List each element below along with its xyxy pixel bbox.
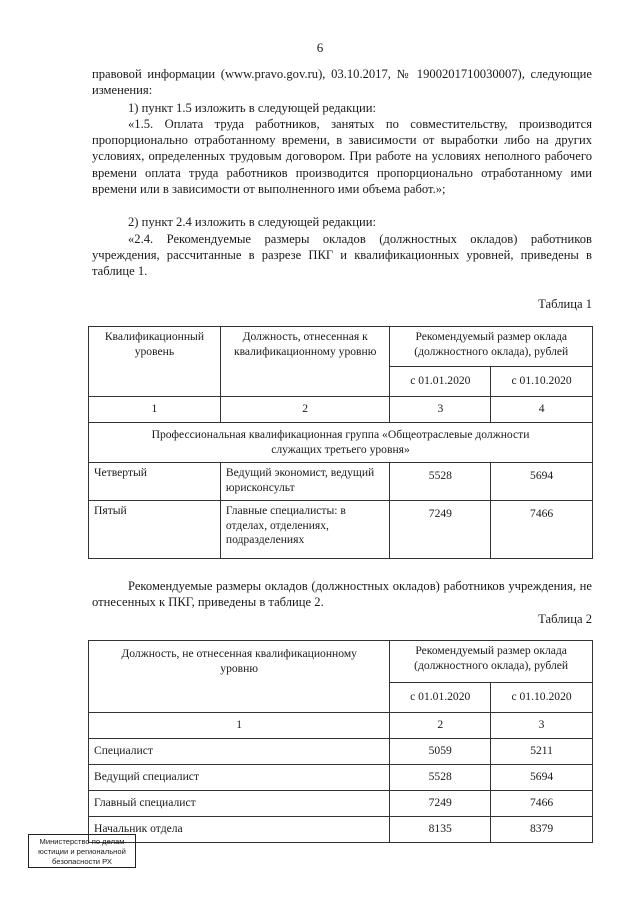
ministry-stamp: Министерство по делам юстиции и региональной безопасности РХ [28, 834, 136, 868]
table2-caption: Таблица 2 [538, 612, 592, 626]
table-row [89, 463, 593, 501]
table1-caption: Таблица 1 [538, 297, 592, 311]
group-title: Профессиональная квалификационная группа «Общеотраслевые должности служащих третьего уровня» [89, 423, 593, 463]
paragraph-item-1: 1) пункт 1.5 изложить в следующей редакции: [128, 101, 376, 115]
cell-value: 5211 [491, 739, 593, 765]
header-level: Квалификационный уровень [89, 327, 221, 397]
header-salary: Рекомендуемый размер оклада (должностного оклада), рублей [390, 641, 593, 683]
header-date-2: с 01.10.2020 [491, 683, 593, 713]
cell-position: Главные специалисты: в отделах, отделениях, подразделениях [220, 501, 390, 559]
table-row [89, 739, 593, 765]
cell-value: 5528 [390, 765, 491, 791]
cell-value: 5694 [491, 765, 593, 791]
col-number: 1 [89, 397, 221, 423]
cell-value: 7249 [390, 501, 491, 559]
cell-level: Четвертый [89, 463, 221, 501]
cell-value: 5528 [390, 463, 491, 501]
cell-value: 7249 [390, 791, 491, 817]
cell-value: 5694 [491, 463, 593, 501]
cell-position: Ведущий специалист [89, 765, 390, 791]
cell-value: 8379 [491, 817, 593, 843]
cell-value: 5059 [390, 739, 491, 765]
table-row [89, 791, 593, 817]
cell-value: 7466 [491, 501, 593, 559]
header-date-1: с 01.01.2020 [390, 683, 491, 713]
col-number: 2 [220, 397, 390, 423]
header-position: Должность, отнесенная к квалификационному уровню [220, 327, 390, 397]
cell-position: Главный специалист [89, 791, 390, 817]
paragraph-item-2: 2) пункт 2.4 изложить в следующей редакции: [128, 215, 376, 229]
cell-position: Начальник отдела [89, 817, 390, 843]
col-number: 1 [89, 713, 390, 739]
table-row [89, 765, 593, 791]
table-row [89, 817, 593, 843]
cell-position: Ведущий экономист, ведущий юрисконсульт [220, 463, 390, 501]
header-date-1: с 01.01.2020 [390, 367, 491, 397]
cell-value: 7466 [491, 791, 593, 817]
paragraph-clause-2-4: «2.4. Рекомендуемые размеры окладов (должностных окладов) работников учреждения, рассчитанные в разрезе ПКГ и квалификационных уровней, приведены в таблице 1. [92, 232, 592, 279]
cell-level: Пятый [89, 501, 221, 559]
paragraph-intro: правовой информации (www.pravo.gov.ru), 03.10.2017, № 1900201710030007), следующие изменения: [92, 67, 592, 98]
paragraph-clause-1-5: «1.5. Оплата труда работников, занятых по совместительству, производится пропорционально отработанному времени, в зависимости от выработки либо на других условиях, определенных трудовым договором. При работе на условиях неполного рабочего времени оплата труда работников производится пропорционально отработанному ими времени или в зависимости от выполненного ими объема работ.»; [92, 117, 592, 196]
salary-table-2 [88, 640, 593, 843]
paragraph-table2-intro: Рекомендуемые размеры окладов (должностных окладов) работников учреждения, не отнесенных к ПКГ, приведены в таблице 2. [92, 579, 592, 610]
col-number: 3 [390, 397, 491, 423]
cell-value: 8135 [390, 817, 491, 843]
col-number: 2 [390, 713, 491, 739]
page-number: 6 [316, 40, 324, 55]
header-position: Должность, не отнесенная квалификационному уровню [89, 641, 390, 713]
header-date-2: с 01.10.2020 [491, 367, 593, 397]
col-number: 3 [491, 713, 593, 739]
header-salary: Рекомендуемый размер оклада (должностного оклада), рублей [390, 327, 593, 367]
col-number: 4 [491, 397, 593, 423]
salary-table-1 [88, 326, 593, 559]
table-row [89, 501, 593, 559]
cell-position: Специалист [89, 739, 390, 765]
